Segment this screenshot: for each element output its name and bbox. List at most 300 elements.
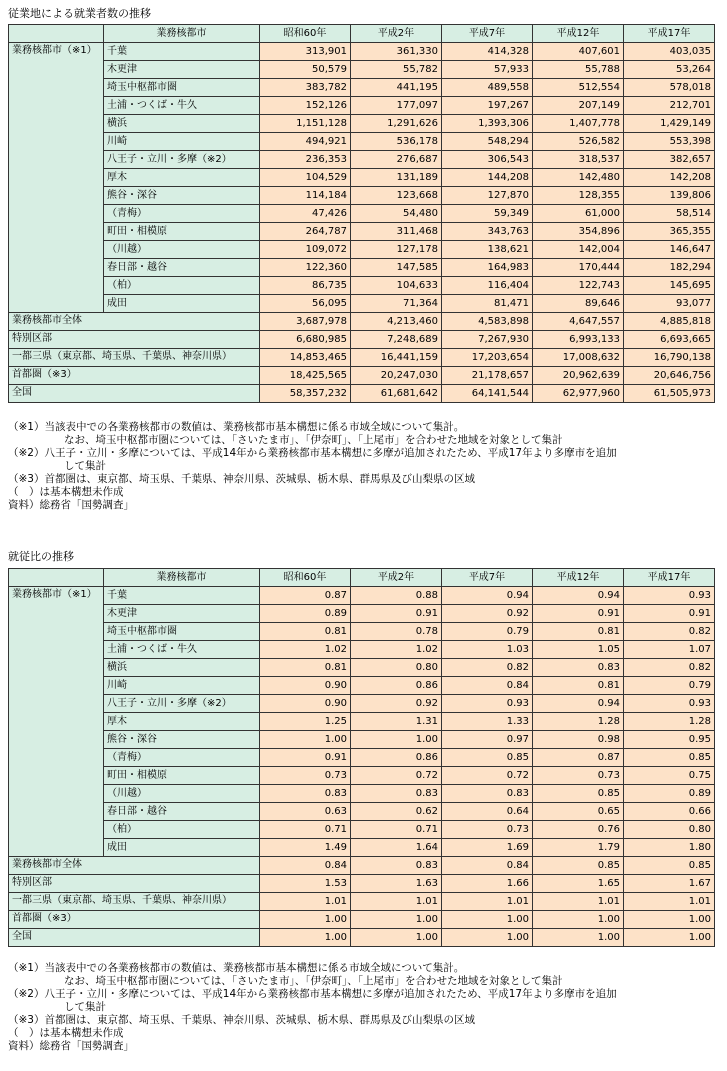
value-cell: 3,687,978: [260, 313, 351, 331]
value-cell: 212,701: [624, 97, 715, 115]
header-year: 平成7年: [442, 569, 533, 587]
header-year: 平成17年: [624, 25, 715, 43]
value-cell: 17,008,632: [533, 349, 624, 367]
note-line: （※1）当該表中での各業務核都市の数値は、業務核都市基本構想に係る市域全域について集計。: [8, 962, 465, 974]
value-cell: 1.00: [533, 911, 624, 929]
value-cell: 1,429,149: [624, 115, 715, 133]
value-cell: 1.33: [442, 713, 533, 731]
ratio-table: [8, 568, 715, 947]
value-cell: 1.00: [442, 911, 533, 929]
value-cell: 55,782: [351, 61, 442, 79]
value-cell: 127,178: [351, 241, 442, 259]
value-cell: 313,901: [260, 43, 351, 61]
total-row: [9, 385, 715, 403]
value-cell: 104,529: [260, 169, 351, 187]
value-cell: 0.91: [624, 605, 715, 623]
value-cell: 142,004: [533, 241, 624, 259]
value-cell: 0.83: [351, 785, 442, 803]
value-cell: 382,657: [624, 151, 715, 169]
value-cell: 0.90: [260, 695, 351, 713]
value-cell: 0.82: [624, 659, 715, 677]
value-cell: 0.83: [533, 659, 624, 677]
value-cell: 512,554: [533, 79, 624, 97]
table-row: [9, 151, 715, 169]
table-row: [9, 133, 715, 151]
value-cell: 86,735: [260, 277, 351, 295]
city-name: 町田・相模原: [104, 767, 260, 785]
value-cell: 123,668: [351, 187, 442, 205]
value-cell: 0.94: [533, 587, 624, 605]
value-cell: 207,149: [533, 97, 624, 115]
city-name: 春日部・越谷: [104, 803, 260, 821]
value-cell: 1.00: [351, 929, 442, 947]
header-year: 平成17年: [624, 569, 715, 587]
note-line: して集計: [64, 460, 106, 472]
header-row: [9, 569, 715, 587]
group-label: 業務核都市（※1）: [9, 587, 104, 857]
value-cell: 0.81: [260, 659, 351, 677]
value-cell: 0.79: [442, 623, 533, 641]
value-cell: 4,583,898: [442, 313, 533, 331]
value-cell: 0.76: [533, 821, 624, 839]
value-cell: 494,921: [260, 133, 351, 151]
value-cell: 20,247,030: [351, 367, 442, 385]
value-cell: 0.85: [533, 785, 624, 803]
value-cell: 6,993,133: [533, 331, 624, 349]
value-cell: 177,097: [351, 97, 442, 115]
value-cell: 0.87: [260, 587, 351, 605]
value-cell: 1.00: [260, 731, 351, 749]
value-cell: 0.94: [442, 587, 533, 605]
value-cell: 1.01: [533, 893, 624, 911]
value-cell: 0.92: [351, 695, 442, 713]
total-row: [9, 929, 715, 947]
table-row: [9, 803, 715, 821]
value-cell: 55,788: [533, 61, 624, 79]
value-cell: 1.65: [533, 875, 624, 893]
value-cell: 152,126: [260, 97, 351, 115]
value-cell: 128,355: [533, 187, 624, 205]
value-cell: 0.94: [533, 695, 624, 713]
value-cell: 489,558: [442, 79, 533, 97]
value-cell: 553,398: [624, 133, 715, 151]
city-name: 千葉: [104, 43, 260, 61]
value-cell: 361,330: [351, 43, 442, 61]
value-cell: 170,444: [533, 259, 624, 277]
value-cell: 0.89: [624, 785, 715, 803]
table2-notes: [8, 962, 617, 1053]
value-cell: 0.93: [624, 587, 715, 605]
value-cell: 122,360: [260, 259, 351, 277]
total-label: 一都三県（東京都、埼玉県、千葉県、神奈川県）: [9, 893, 260, 911]
total-label: 全国: [9, 929, 260, 947]
value-cell: 1.66: [442, 875, 533, 893]
value-cell: 142,208: [624, 169, 715, 187]
value-cell: 18,425,565: [260, 367, 351, 385]
value-cell: 0.82: [442, 659, 533, 677]
table-row: [9, 713, 715, 731]
value-cell: 0.84: [442, 677, 533, 695]
table-row: [9, 605, 715, 623]
value-cell: 146,647: [624, 241, 715, 259]
city-name: 土浦・つくば・牛久: [104, 97, 260, 115]
table-row: [9, 259, 715, 277]
value-cell: 1.31: [351, 713, 442, 731]
value-cell: 441,195: [351, 79, 442, 97]
city-name: 土浦・つくば・牛久: [104, 641, 260, 659]
value-cell: 1.05: [533, 641, 624, 659]
table-row: [9, 677, 715, 695]
total-row: [9, 911, 715, 929]
note-line: して集計: [64, 1001, 106, 1013]
city-name: 埼玉中枢都市圏: [104, 623, 260, 641]
value-cell: 1.63: [351, 875, 442, 893]
table-row: [9, 659, 715, 677]
table-row: [9, 641, 715, 659]
total-label: 首都圏（※3）: [9, 367, 260, 385]
value-cell: 407,601: [533, 43, 624, 61]
city-name: （青梅）: [104, 749, 260, 767]
value-cell: 1.00: [260, 911, 351, 929]
table-row: [9, 43, 715, 61]
value-cell: 306,543: [442, 151, 533, 169]
value-cell: 1.64: [351, 839, 442, 857]
value-cell: 58,514: [624, 205, 715, 223]
value-cell: 182,294: [624, 259, 715, 277]
value-cell: 0.84: [260, 857, 351, 875]
value-cell: 383,782: [260, 79, 351, 97]
note-line: （※2）八王子・立川・多摩については、平成14年から業務核都市基本構想に多摩が追加されたため、平成17年より多摩市を追加: [8, 447, 617, 459]
value-cell: 58,357,232: [260, 385, 351, 403]
value-cell: 1.01: [351, 893, 442, 911]
table-row: [9, 785, 715, 803]
table-row: [9, 695, 715, 713]
total-label: 特別区部: [9, 331, 260, 349]
value-cell: 0.91: [260, 749, 351, 767]
value-cell: 1.00: [442, 929, 533, 947]
value-cell: 0.91: [533, 605, 624, 623]
value-cell: 0.81: [533, 623, 624, 641]
value-cell: 1.67: [624, 875, 715, 893]
value-cell: 7,267,930: [442, 331, 533, 349]
value-cell: 1.80: [624, 839, 715, 857]
value-cell: 4,647,557: [533, 313, 624, 331]
value-cell: 548,294: [442, 133, 533, 151]
city-name: 川崎: [104, 133, 260, 151]
value-cell: 0.84: [442, 857, 533, 875]
value-cell: 0.86: [351, 749, 442, 767]
value-cell: 414,328: [442, 43, 533, 61]
value-cell: 71,364: [351, 295, 442, 313]
header-year: 平成2年: [351, 569, 442, 587]
value-cell: 0.80: [351, 659, 442, 677]
value-cell: 1.03: [442, 641, 533, 659]
value-cell: 318,537: [533, 151, 624, 169]
value-cell: 1.02: [260, 641, 351, 659]
header-blank: [9, 25, 104, 43]
table-row: [9, 731, 715, 749]
header-year: 平成12年: [533, 569, 624, 587]
header-row: [9, 25, 715, 43]
total-row: [9, 367, 715, 385]
table-row: [9, 821, 715, 839]
value-cell: 138,621: [442, 241, 533, 259]
city-name: 成田: [104, 839, 260, 857]
value-cell: 365,355: [624, 223, 715, 241]
note-line: （※3）首都圏は、東京都、埼玉県、千葉県、神奈川県、茨城県、栃木県、群馬県及び山梨県の区域: [8, 1014, 475, 1026]
header-year: 昭和60年: [260, 569, 351, 587]
value-cell: 578,018: [624, 79, 715, 97]
city-name: （川越）: [104, 241, 260, 259]
value-cell: 354,896: [533, 223, 624, 241]
note-line: （ ）は基本構想未作成: [8, 486, 124, 498]
value-cell: 343,763: [442, 223, 533, 241]
city-name: 厚木: [104, 169, 260, 187]
value-cell: 54,480: [351, 205, 442, 223]
value-cell: 1.28: [533, 713, 624, 731]
value-cell: 0.71: [260, 821, 351, 839]
value-cell: 104,633: [351, 277, 442, 295]
value-cell: 0.65: [533, 803, 624, 821]
header-year: 平成12年: [533, 25, 624, 43]
value-cell: 1.00: [260, 929, 351, 947]
city-name: （柏）: [104, 277, 260, 295]
value-cell: 116,404: [442, 277, 533, 295]
table-row: [9, 61, 715, 79]
value-cell: 0.79: [624, 677, 715, 695]
value-cell: 164,983: [442, 259, 533, 277]
value-cell: 21,178,657: [442, 367, 533, 385]
value-cell: 0.62: [351, 803, 442, 821]
value-cell: 109,072: [260, 241, 351, 259]
value-cell: 0.82: [624, 623, 715, 641]
value-cell: 0.64: [442, 803, 533, 821]
total-row: [9, 349, 715, 367]
value-cell: 0.73: [260, 767, 351, 785]
value-cell: 145,695: [624, 277, 715, 295]
city-name: 春日部・越谷: [104, 259, 260, 277]
value-cell: 57,933: [442, 61, 533, 79]
note-line: なお、埼玉中枢都市圏については、「さいたま市」、「伊奈町」、「上尾市」を合わせた地域を対象として集計: [64, 434, 563, 446]
city-name: 町田・相模原: [104, 223, 260, 241]
value-cell: 0.73: [533, 767, 624, 785]
value-cell: 6,693,665: [624, 331, 715, 349]
value-cell: 0.85: [442, 749, 533, 767]
value-cell: 0.93: [442, 695, 533, 713]
table-row: [9, 169, 715, 187]
total-label: 業務核都市全体: [9, 313, 260, 331]
value-cell: 1,291,626: [351, 115, 442, 133]
table-row: [9, 187, 715, 205]
city-name: 木更津: [104, 605, 260, 623]
table-row: [9, 223, 715, 241]
total-row: [9, 313, 715, 331]
total-label: 特別区部: [9, 875, 260, 893]
header-year: 平成7年: [442, 25, 533, 43]
value-cell: 0.89: [260, 605, 351, 623]
table-row: [9, 767, 715, 785]
table-row: [9, 839, 715, 857]
city-name: 成田: [104, 295, 260, 313]
value-cell: 1.49: [260, 839, 351, 857]
value-cell: 1.01: [442, 893, 533, 911]
value-cell: 1,407,778: [533, 115, 624, 133]
value-cell: 4,213,460: [351, 313, 442, 331]
value-cell: 1.00: [351, 911, 442, 929]
value-cell: 0.81: [533, 677, 624, 695]
value-cell: 1.01: [624, 893, 715, 911]
value-cell: 122,743: [533, 277, 624, 295]
value-cell: 59,349: [442, 205, 533, 223]
value-cell: 20,646,756: [624, 367, 715, 385]
table-row: [9, 241, 715, 259]
total-label: 一都三県（東京都、埼玉県、千葉県、神奈川県）: [9, 349, 260, 367]
value-cell: 17,203,654: [442, 349, 533, 367]
header-year: 昭和60年: [260, 25, 351, 43]
value-cell: 0.71: [351, 821, 442, 839]
value-cell: 0.93: [624, 695, 715, 713]
city-name: 千葉: [104, 587, 260, 605]
table-row: [9, 749, 715, 767]
value-cell: 0.91: [351, 605, 442, 623]
table-row: [9, 115, 715, 133]
value-cell: 0.85: [624, 857, 715, 875]
value-cell: 0.83: [442, 785, 533, 803]
city-name: 木更津: [104, 61, 260, 79]
table-row: [9, 205, 715, 223]
value-cell: 7,248,689: [351, 331, 442, 349]
value-cell: 236,353: [260, 151, 351, 169]
value-cell: 142,480: [533, 169, 624, 187]
city-name: 熊谷・深谷: [104, 731, 260, 749]
value-cell: 62,977,960: [533, 385, 624, 403]
city-name: 横浜: [104, 115, 260, 133]
value-cell: 0.72: [351, 767, 442, 785]
total-row: [9, 875, 715, 893]
value-cell: 1.53: [260, 875, 351, 893]
value-cell: 1.00: [351, 731, 442, 749]
value-cell: 93,077: [624, 295, 715, 313]
value-cell: 20,962,639: [533, 367, 624, 385]
value-cell: 0.73: [442, 821, 533, 839]
note-line: なお、埼玉中枢都市圏については、「さいたま市」、「伊奈町」、「上尾市」を合わせた地域を対象として集計: [64, 975, 563, 987]
value-cell: 1.01: [260, 893, 351, 911]
value-cell: 14,853,465: [260, 349, 351, 367]
value-cell: 1,393,306: [442, 115, 533, 133]
header-blank: [9, 569, 104, 587]
header-year: 平成2年: [351, 25, 442, 43]
city-name: 八王子・立川・多摩（※2）: [104, 151, 260, 169]
value-cell: 536,178: [351, 133, 442, 151]
total-row: [9, 331, 715, 349]
value-cell: 264,787: [260, 223, 351, 241]
table1-title: 従業地による就業者数の推移: [8, 7, 151, 20]
note-line: 資料）総務省「国勢調査」: [8, 499, 134, 511]
value-cell: 0.86: [351, 677, 442, 695]
value-cell: 0.66: [624, 803, 715, 821]
note-line: （ ）は基本構想未作成: [8, 1027, 124, 1039]
value-cell: 131,189: [351, 169, 442, 187]
value-cell: 0.78: [351, 623, 442, 641]
city-name: （川越）: [104, 785, 260, 803]
value-cell: 0.80: [624, 821, 715, 839]
value-cell: 1.00: [624, 929, 715, 947]
value-cell: 89,646: [533, 295, 624, 313]
value-cell: 0.98: [533, 731, 624, 749]
value-cell: 61,505,973: [624, 385, 715, 403]
city-name: 横浜: [104, 659, 260, 677]
group-label: 業務核都市（※1）: [9, 43, 104, 313]
value-cell: 53,264: [624, 61, 715, 79]
value-cell: 0.87: [533, 749, 624, 767]
value-cell: 311,468: [351, 223, 442, 241]
city-name: 熊谷・深谷: [104, 187, 260, 205]
value-cell: 1.00: [533, 929, 624, 947]
city-name: 八王子・立川・多摩（※2）: [104, 695, 260, 713]
value-cell: 56,095: [260, 295, 351, 313]
value-cell: 0.85: [624, 749, 715, 767]
value-cell: 0.97: [442, 731, 533, 749]
value-cell: 0.88: [351, 587, 442, 605]
header-city: 業務核都市: [104, 569, 260, 587]
value-cell: 0.72: [442, 767, 533, 785]
note-line: 資料）総務省「国勢調査」: [8, 1040, 134, 1052]
table2-title: 就従比の推移: [8, 550, 74, 563]
table-row: [9, 97, 715, 115]
value-cell: 114,184: [260, 187, 351, 205]
table1-notes: [8, 421, 617, 512]
city-name: （柏）: [104, 821, 260, 839]
value-cell: 16,441,159: [351, 349, 442, 367]
total-label: 首都圏（※3）: [9, 911, 260, 929]
value-cell: 1.79: [533, 839, 624, 857]
value-cell: 0.92: [442, 605, 533, 623]
value-cell: 4,885,818: [624, 313, 715, 331]
value-cell: 1.28: [624, 713, 715, 731]
value-cell: 197,267: [442, 97, 533, 115]
total-row: [9, 893, 715, 911]
employment-table: [8, 24, 715, 403]
value-cell: 526,582: [533, 133, 624, 151]
value-cell: 0.83: [260, 785, 351, 803]
value-cell: 0.85: [533, 857, 624, 875]
value-cell: 0.83: [351, 857, 442, 875]
total-label: 業務核都市全体: [9, 857, 260, 875]
value-cell: 1.00: [624, 911, 715, 929]
value-cell: 144,208: [442, 169, 533, 187]
value-cell: 127,870: [442, 187, 533, 205]
value-cell: 0.90: [260, 677, 351, 695]
table-row: [9, 587, 715, 605]
value-cell: 139,806: [624, 187, 715, 205]
total-row: [9, 857, 715, 875]
value-cell: 6,680,985: [260, 331, 351, 349]
note-line: （※1）当該表中での各業務核都市の数値は、業務核都市基本構想に係る市域全域について集計。: [8, 421, 465, 433]
table-row: [9, 295, 715, 313]
value-cell: 16,790,138: [624, 349, 715, 367]
value-cell: 1.02: [351, 641, 442, 659]
value-cell: 276,687: [351, 151, 442, 169]
value-cell: 147,585: [351, 259, 442, 277]
city-name: （青梅）: [104, 205, 260, 223]
value-cell: 81,471: [442, 295, 533, 313]
table-row: [9, 623, 715, 641]
value-cell: 64,141,544: [442, 385, 533, 403]
value-cell: 0.81: [260, 623, 351, 641]
table-row: [9, 79, 715, 97]
value-cell: 1.25: [260, 713, 351, 731]
city-name: 埼玉中枢都市圏: [104, 79, 260, 97]
